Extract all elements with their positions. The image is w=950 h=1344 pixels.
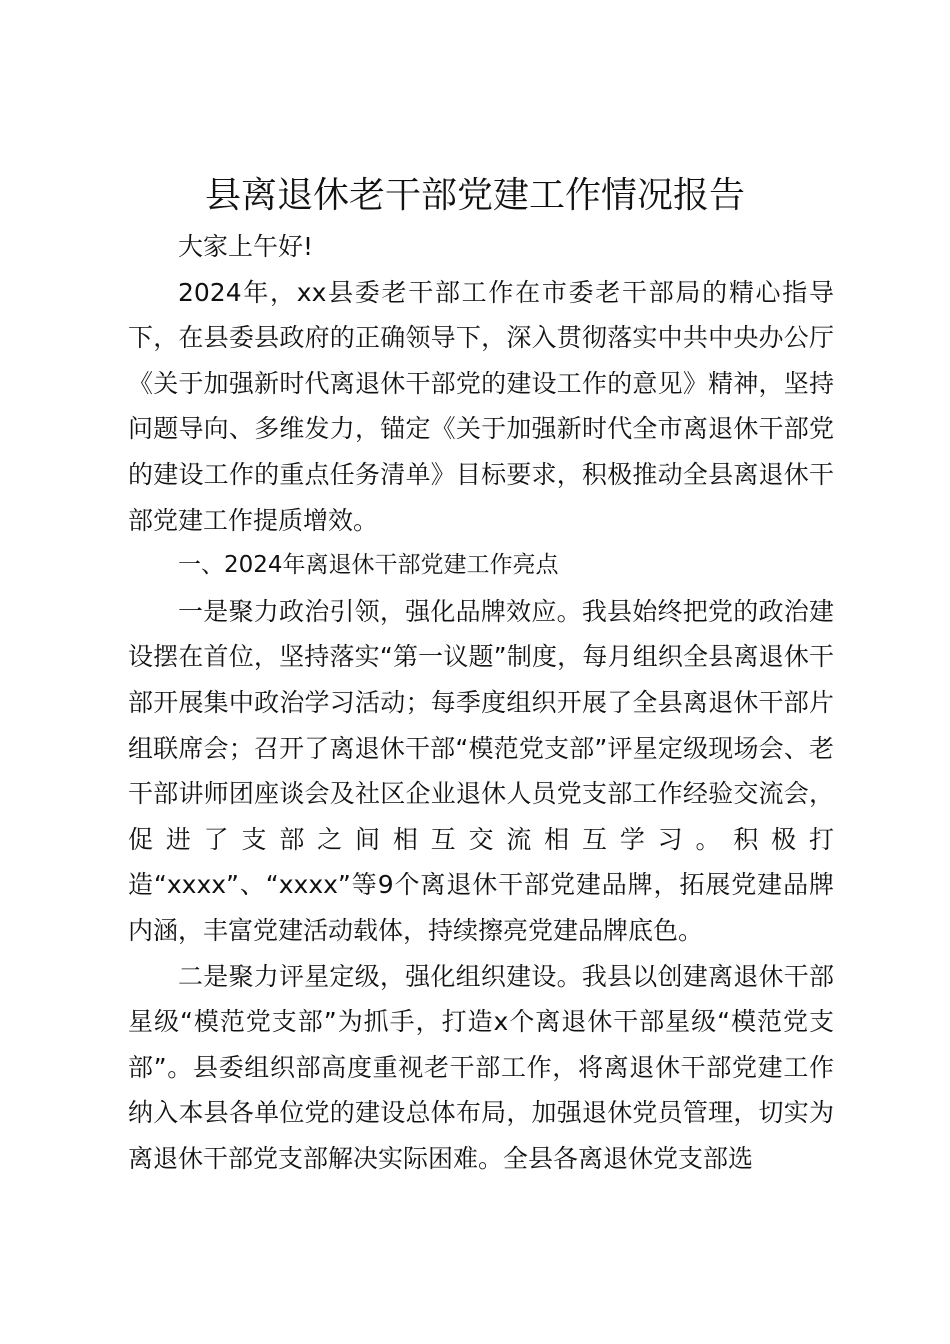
section-heading: 一、2024年离退休干部党建工作亮点	[178, 552, 559, 579]
point-one-paragraph: 一是聚力政治引领，强化品牌效应。我县始终把党的政治建设摆在首位，坚持落实“第一议题”制度，每月组织全县离退休干部开展集中政治学习活动；每季度组织开展了全县离退休干部片组联席会；召开了离退休干部“模范党支部”评星定级现场会、老干部讲师团座谈会及社区企业退休人员党支部工作经验交流会，促进了支部之间相互交流相互学习。积极打造“xxxx”、“xxxx”等9个离退休干部党建品牌，拓展党建品牌内涵，丰富党建活动载体，持续擦亮党建品牌底色。	[128, 596, 834, 945]
document-body	[128, 224, 834, 1181]
point-two-paragraph: 二是聚力评星定级，强化组织建设。我县以创建离退休干部星级“模范党支部”为抓手，打造x个离退休干部星级“模范党支部”。县委组织部高度重视老干部工作，将离退休干部党建工作纳入本县各单位党的建设总体布局，加强退休党员管理，切实为离退休干部党支部解决实际困难。全县各离退休党支部选	[128, 961, 834, 1173]
intro-paragraph: 2024年，xx县委老干部工作在市委老干部局的精心指导下，在县委县政府的正确领导下，深入贯彻落实中共中央办公厅《关于加强新时代离退休干部党的建设工作的意见》精神，坚持问题导向、多维发力，锚定《关于加强新时代全市离退休干部党的建设工作的重点任务清单》目标要求，积极推动全县离退休干部党建工作提质增效。	[128, 277, 834, 535]
greeting: 大家上午好!	[178, 232, 314, 261]
document-title: 县离退休老干部党建工作情况报告	[204, 175, 745, 216]
